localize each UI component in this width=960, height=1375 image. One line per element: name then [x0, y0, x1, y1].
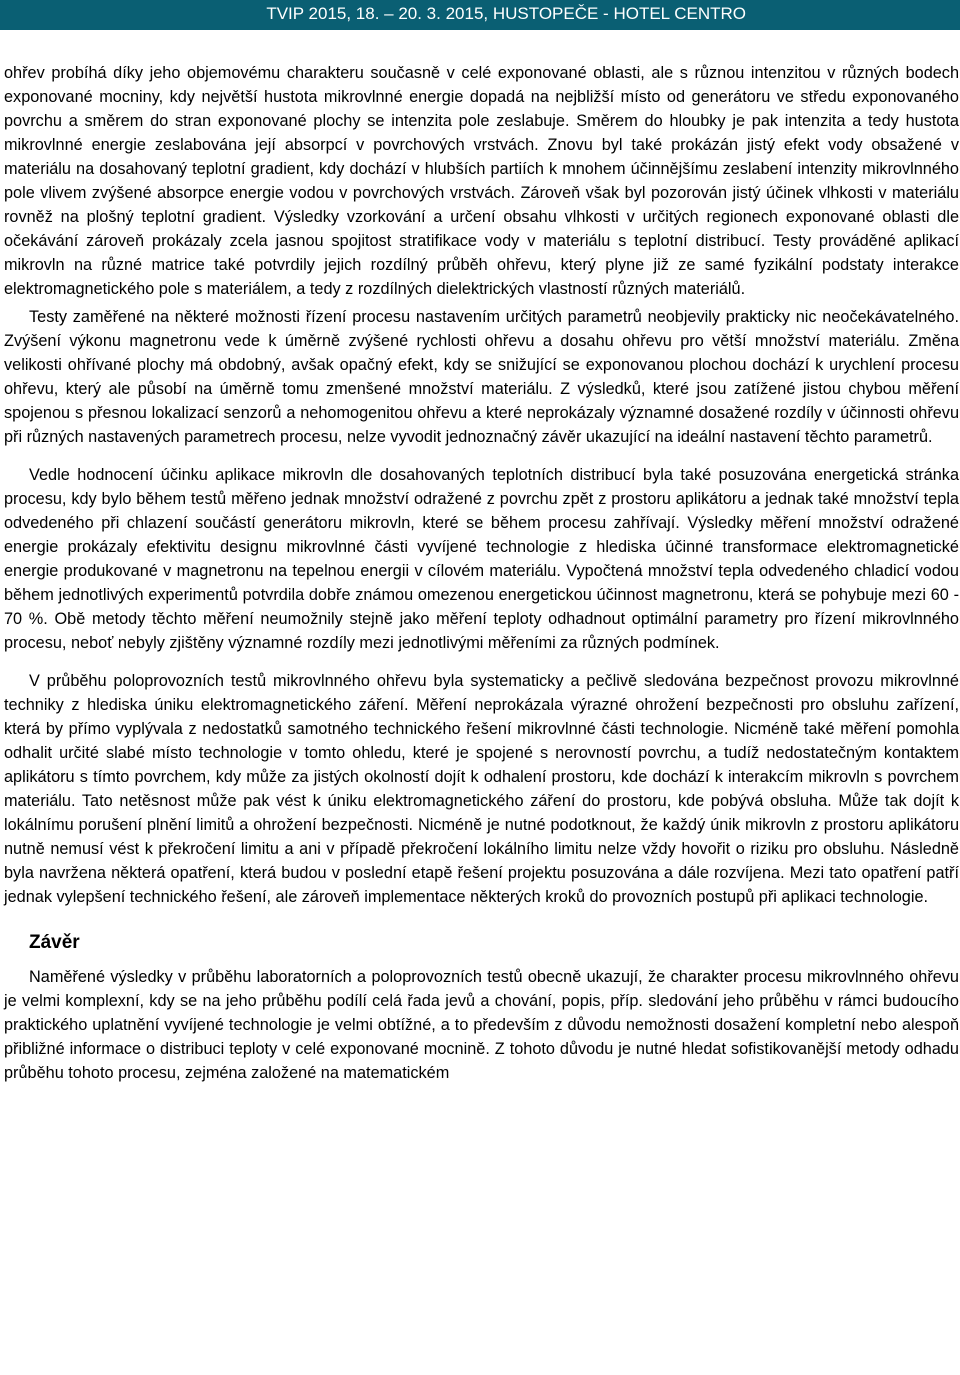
paragraph: V průběhu poloprovozních testů mikrovlnného ohřevu byla systematicky a pečlivě sledována bezpečnost provozu mikrovlnné techniky z hlediska úniku elektromagnetického záření. Měření neprokázala výrazné ohrožení bezpečnosti pro obsluhu zařízení, která by přímo vyplývala z nedostatků samotného technického řešení mikrovlnné části technologie. Nicméně také měření pomohla odhalit určité slabé místo technologie v tomto ohledu, které je spojené s nerovností povrchu, a tudíž nedostatečným kontaktem aplikátoru s tímto povrchem, kdy může za jistých okolností dojít k odhalení prostoru, kde dochází k interakcím mikrovln s povrchem materiálu. Tato netěsnost může pak vést k úniku elektromagnetického záření do prostoru, kde pobývá obsluha. Může tak dojít k lokálnímu porušení plnění limitů a ohrožení bezpečnosti. Nicméně je nutné podotknout, že každý únik mikrovln z prostoru aplikátoru nutně nemusí vést k překročení limitu a ani v případě překročení lokálního limitu nelze vždy hovořit o riziku pro obsluhu. Následně byla navržena některá opatření, která budou v poslední etapě řešení projektu posuzována a dále rozvíjena. Mezi tato opatření patří jednak vylepšení technického řešení, ale zároveň implementace některých kroků do provozních postupů při aplikaci technologie.: [4, 672, 959, 906]
header-bar: [0, 0, 960, 30]
paragraph: Vedle hodnocení účinku aplikace mikrovln dle dosahovaných teplotních distribucí byla také posuzována energetická stránka procesu, kdy bylo během testů měřeno jednak množství odražené z povrchu zpět z prostoru aplikátoru a jednak také množství tepla odvedeného při chlazení součástí generátoru mikrovln, které se během procesu zahřívají. Výsledky měření množství odražené energie prokázaly efektivitu designu mikrovlnné části vyvíjené technologie z hlediska účinné transformace elektromagnetické energie produkované v magnetronu na tepelnou energii v cílovém materiálu. Vypočtená množství tepla odvedeného chladicí vodou během jednotlivých experimentů potvrdila dobře známou omezenou energetickou účinnost magnetronu, která se pohybuje mezi 60 - 70 %. Obě metody těchto měření neumožnily stejně jako měření teploty odhadnout optimální parametry pro řízení mikrovlnného procesu, neboť nebyly zjištěny významné rozdíly mezi jednotlivými měřeními za různých podmínek.: [4, 466, 959, 652]
running-head: TVIP 2015, 18. – 20. 3. 2015, HUSTOPEČE - HOTEL CENTRO: [266, 4, 746, 23]
paragraph: ohřev probíhá díky jeho objemovému charakteru současně v celé exponované oblasti, ale s různou intenzitou v různých bodech exponované mocniny, kdy největší hustota mikrovlnné energie dopadá na nejbližší místo od generátoru ve středu exponovaného povrchu a směrem do stran exponované plochy se intenzita pole zeslabuje. Směrem do hloubky je pak intenzita a tedy hustota mikrovlnné energie zeslabována její absorpcí v povrchových vrstvách. Znovu byl také prokázán jistý efekt vody obsažené v materiálu na dosahovaný teplotní gradient, kdy dochází v hlubších partiích k mnohem účinnějšímu zeslabení intenzity mikrovlnného pole vlivem zvýšené absorpce energie vodou v povrchových vrstvách. Zároveň však byl pozorován jistý účinek vlhkosti v materiálu rovněž na plošný teplotní gradient. Výsledky vzorkování a určení obsahu vlhkosti v určitých regionech exponované oblasti dle očekávání zároveň prokázaly zcela jasnou spojitost stratifikace vody v materiálu s teplotní distribucí. Testy prováděné aplikací mikrovln na různé matrice také potvrdily jejich rozdílný průběh ohřevu, který plyne již ze samé fyzikální podstaty interakce elektromagnetického pole s materiálem, a tedy z rozdílných dielektrických vlastností různých materiálů.: [4, 64, 959, 298]
paragraph: Naměřené výsledky v průběhu laboratorních a poloprovozních testů obecně ukazují, že charakter procesu mikrovlnného ohřevu je velmi komplexní, kdy se na jeho průběhu podílí celá řada jevů a chování, popis, příp. sledování jeho průběhu v rámci budoucího praktického uplatnění vyvíjené technologie je velmi obtížné, a to především z důvodu nemožnosti dosažení kompletní nebo alespoň přibližné informace o distribuci teploty v celé exponované mocnině. Z tohoto důvodu je nutné hledat sofistikovanější metody odhadu průběhu tohoto procesu, zejména založené na matematickém: [4, 968, 959, 1082]
paragraph: Testy zaměřené na některé možnosti řízení procesu nastavením určitých parametrů neobjevily prakticky nic neočekávatelného. Zvýšení výkonu magnetronu vede k úměrně zvýšené rychlosti ohřevu a dosahu ohřevu pro větší množství materiálu. Změna velikosti ohřívané plochy má obdobný, avšak opačný efekt, kdy se snižující se exponovanou plochou dochází k urychlení procesu ohřevu, který ale působí na úměrně tomu zmenšené množství materiálu. Z výsledků, které jsou zatížené jistou chybou měření spojenou s přesnou lokalizací senzorů a nehomogenitou ohřevu a které neprokázaly významné dosažené rozdíly v účinnosti ohřevu při různých nastavených parametrech procesu, nelze vyvodit jednoznačný závěr ukazující na ideální nastavení těchto parametrů.: [4, 308, 959, 446]
section-heading: Závěr: [29, 932, 80, 953]
page-body: [4, 61, 959, 1085]
